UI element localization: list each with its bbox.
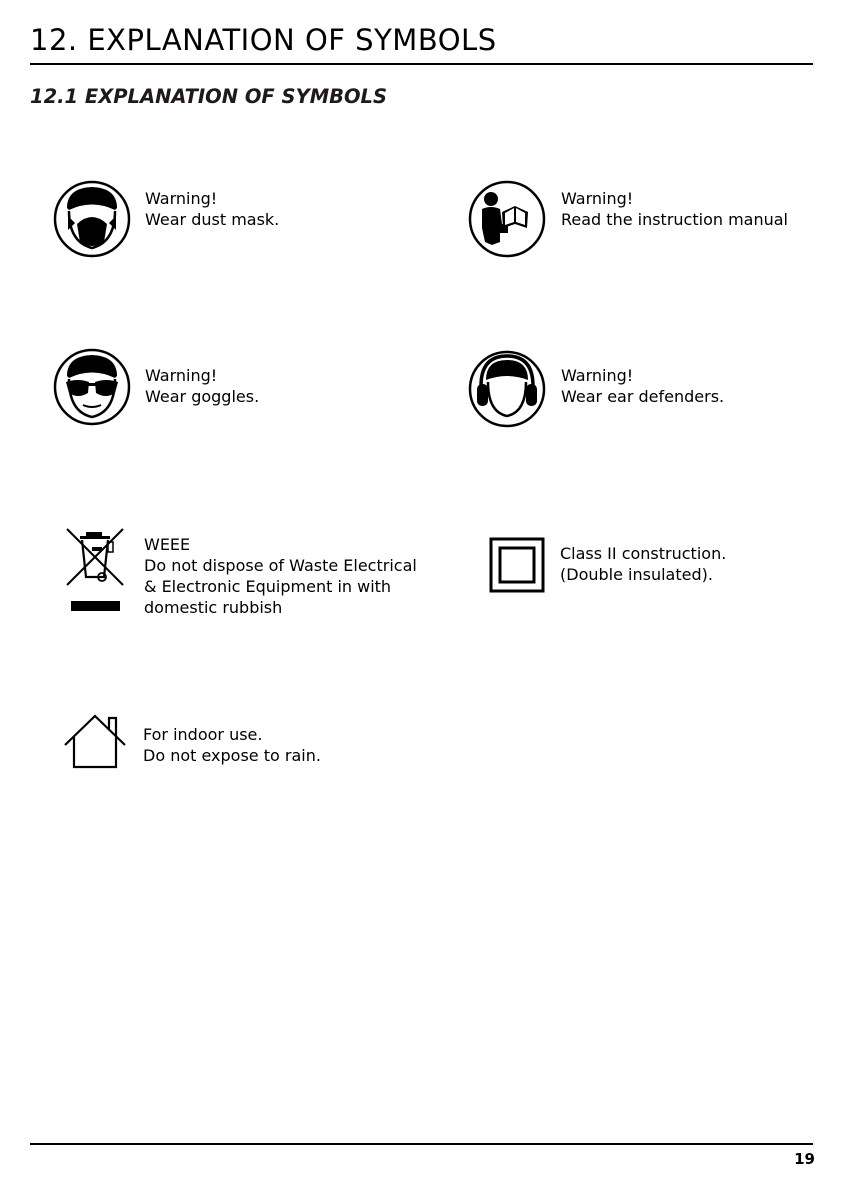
- symbol-heading: Warning!: [561, 366, 634, 385]
- page-title: 12. EXPLANATION OF SYMBOLS: [30, 23, 497, 57]
- symbol-detail: Wear dust mask.: [145, 210, 280, 229]
- symbol-description: [561, 188, 788, 230]
- symbol-description: [144, 534, 417, 618]
- symbol-description: [145, 188, 279, 230]
- symbol-heading: Warning!: [145, 366, 218, 385]
- goggles-icon: [53, 348, 131, 426]
- double-insulated-icon: [489, 537, 545, 593]
- symbol-heading: WEEE: [144, 535, 191, 554]
- dust-mask-icon: [53, 180, 131, 258]
- symbol-heading: Class II construction.: [560, 544, 727, 563]
- symbol-heading: Warning!: [561, 189, 634, 208]
- ear-defenders-icon: [468, 350, 546, 428]
- symbol-detail: Do not expose to rain.: [143, 746, 321, 765]
- footer-divider: [30, 1143, 813, 1145]
- symbol-detail: & Electronic Equipment in with: [144, 577, 392, 596]
- symbol-heading: For indoor use.: [143, 725, 263, 744]
- indoor-use-house-icon: [62, 712, 128, 770]
- symbol-detail: Read the instruction manual: [561, 210, 788, 229]
- instruction-manual-icon: [468, 180, 546, 258]
- symbol-detail: Do not dispose of Waste Electrical: [144, 556, 417, 575]
- symbol-description: [143, 724, 321, 766]
- symbol-description: [560, 543, 726, 585]
- title-divider: [30, 63, 813, 65]
- symbol-description: [561, 365, 724, 407]
- symbol-detail: Wear ear defenders.: [561, 387, 725, 406]
- symbol-heading: Warning!: [145, 189, 218, 208]
- symbol-description: [145, 365, 259, 407]
- page-number: 19: [794, 1150, 815, 1168]
- section-title: 12.1 EXPLANATION OF SYMBOLS: [30, 85, 388, 108]
- symbol-detail: (Double insulated).: [560, 565, 713, 584]
- weee-bin-icon: [64, 527, 126, 615]
- symbol-detail: Wear goggles.: [145, 387, 260, 406]
- symbol-detail: domestic rubbish: [144, 598, 283, 617]
